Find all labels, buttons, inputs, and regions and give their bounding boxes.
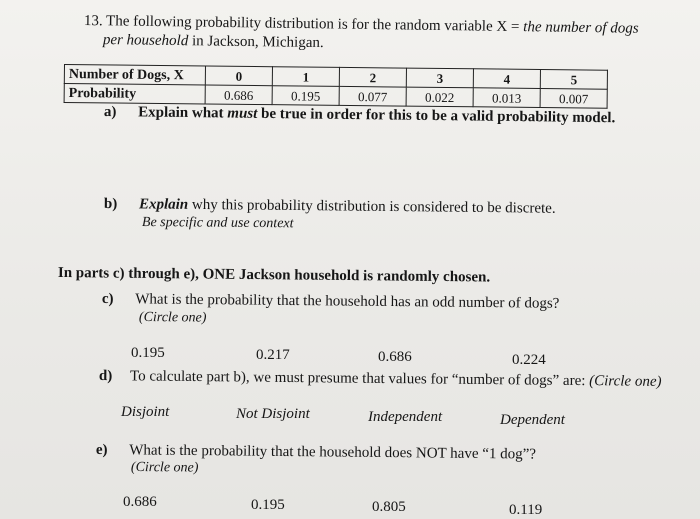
- part-b-text-rest: why this probability distribution is considered to be discrete.: [188, 196, 556, 217]
- question-line-2-italic: per household: [102, 31, 189, 50]
- question-line-2: [103, 31, 324, 52]
- question-number: 13.: [83, 12, 103, 30]
- table-cell-x: 3: [406, 68, 473, 88]
- question-line-2-text: in Jackson, Michigan.: [188, 33, 324, 52]
- part-e-text: What is the probability that the household does NOT have “1 dog”?: [129, 442, 537, 463]
- part-d-choice[interactable]: Not Disjoint: [236, 406, 310, 422]
- part-e-choice[interactable]: 0.686: [123, 494, 157, 510]
- part-c-choice[interactable]: 0.224: [512, 352, 546, 368]
- part-c-text: What is the probability that the household has an odd number of dogs?: [135, 291, 560, 312]
- part-c-choice[interactable]: 0.195: [131, 345, 165, 361]
- part-a-text-end: be true in order for this to be a valid probability model.: [257, 105, 616, 127]
- part-d: [99, 368, 662, 391]
- question-variable-definition: the number of dogs: [523, 19, 639, 37]
- part-d-choice[interactable]: Disjoint: [121, 404, 170, 420]
- part-d-choice[interactable]: Dependent: [500, 412, 565, 428]
- part-b-text-italic: Explain: [138, 196, 189, 213]
- part-a-text-italic: must: [227, 105, 258, 122]
- part-d-text: To calculate part b), we must presume that values for “number of dogs” are:: [129, 368, 590, 390]
- part-e-instruction: (Circle one): [130, 460, 199, 476]
- part-c-instruction: (Circle one): [138, 310, 207, 326]
- part-d-label: d): [98, 368, 113, 385]
- question-line-1-text: The following probability distribution is for the random variable X =: [105, 13, 524, 36]
- table-cell-x: 4: [473, 69, 540, 89]
- table-cell-probability: 0.195: [272, 86, 339, 106]
- part-c-choice[interactable]: 0.686: [378, 349, 412, 365]
- part-a-text-start: Explain what: [138, 104, 228, 122]
- table-cell-probability: 0.013: [473, 88, 540, 108]
- part-c-label: c): [101, 291, 114, 308]
- table-cell-probability: 0.007: [540, 88, 607, 108]
- table-header-probability: Probability: [64, 84, 205, 104]
- part-b-subtext: Be specific and use context: [141, 215, 294, 232]
- part-d-choice[interactable]: Independent: [368, 409, 443, 425]
- part-c-choice[interactable]: 0.217: [256, 347, 290, 363]
- part-e-label: e): [95, 442, 108, 459]
- part-b-label: b): [103, 196, 118, 213]
- probability-distribution-table: [64, 64, 608, 109]
- table-header-x: Number of Dogs, X: [64, 65, 205, 85]
- table-cell-x: 5: [540, 69, 607, 89]
- table-cell-probability: 0.077: [339, 86, 406, 106]
- table-cell-x: 2: [339, 67, 406, 87]
- part-e-choice[interactable]: 0.805: [372, 499, 406, 515]
- part-d-instruction: (Circle one): [589, 373, 662, 390]
- table-cell-probability: 0.686: [205, 85, 272, 105]
- part-a-label: a): [103, 104, 117, 121]
- part-e-choice[interactable]: 0.195: [251, 497, 285, 513]
- table-cell-x: 1: [272, 67, 339, 87]
- part-e-choice[interactable]: 0.119: [509, 502, 543, 518]
- table-cell-x: 0: [205, 66, 272, 86]
- table-cell-probability: 0.022: [406, 87, 473, 107]
- parts-intro: In parts c) through e), ONE Jackson household is randomly chosen.: [57, 265, 491, 286]
